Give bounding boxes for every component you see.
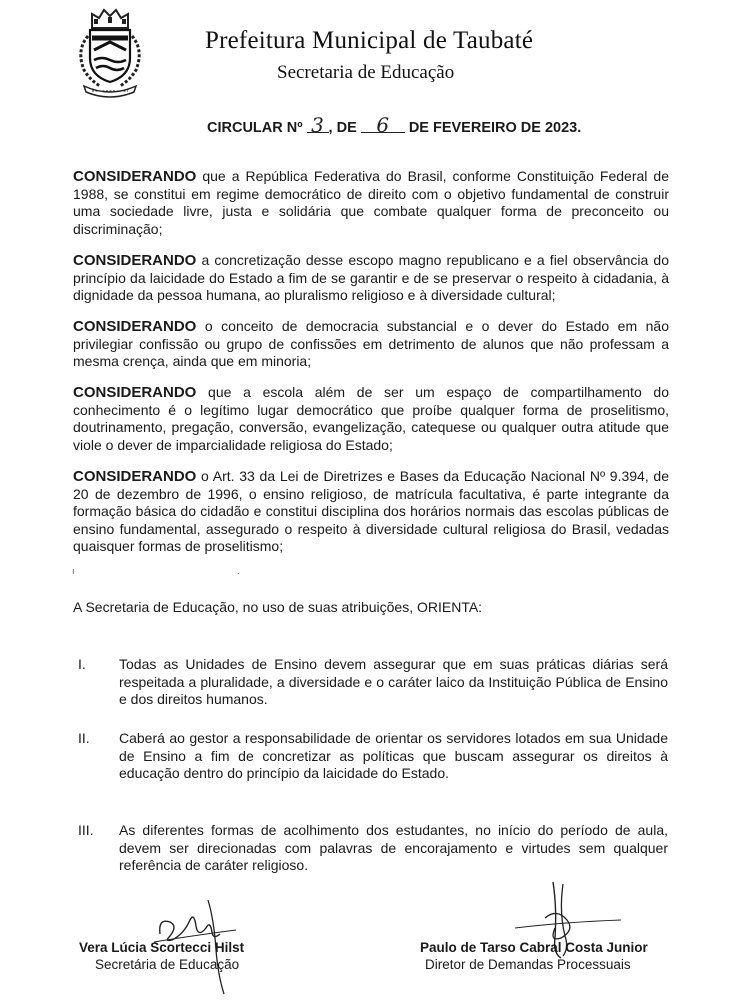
item-text: Caberá ao gestor a responsabilidade de orientar os servidores lotados em sua Unidade de Ensino a fim de concretizar as políticas que buscam assegurar os direitos à educação dentro do princípio da laicidade do Estado. [119, 730, 668, 781]
considerando-paragraph [73, 384, 669, 454]
item-number: II. [78, 730, 90, 746]
circular-number: 3 [307, 118, 329, 133]
considerando-paragraph [73, 252, 669, 305]
orientation-item [78, 656, 668, 709]
item-text: As diferentes formas de acolhimento dos estudantes, no início do período de aula, devem ser direcionadas com palavras de encorajamento e virtudes sem qualquer referência de caráter religioso. [119, 822, 668, 873]
orientation-intro: A Secretaria de Educação, no uso de suas atribuições, ORIENTA: [73, 599, 483, 615]
considerando-lead: CONSIDERANDO [73, 318, 197, 335]
orientation-item [78, 822, 668, 875]
signatory-role: Diretor de Demandas Processuais [425, 957, 631, 972]
considerando-paragraph [73, 168, 669, 238]
coat-of-arms-icon [70, 6, 150, 98]
circular-prefix: CIRCULAR Nº [207, 120, 303, 136]
considerando-text: a concretização desse escopo magno republicano e a fiel observância do princípio da laicidade do Estado a fim de se garantir e de se preservar o respeito à cidadania, à dignidade da pessoa humana, ao pluralismo religioso e à diversidade cultural; [73, 252, 669, 303]
considerando-text: o Art. 33 da Lei de Diretrizes e Bases da Educação Nacional Nº 9.394, de 20 de dezembro de 1996, o ensino religioso, de matrícula facultativa, é parte integrante da formação básica do cidadão e constitui disciplina dos horários normais das escolas públicas de ensino fundamental, assegurado o respeito à diversidade cultural religiosa do Brasil, vedadas quaisquer formas de proselitismo; [73, 468, 669, 554]
orientation-item [78, 730, 668, 783]
considerando-text: o conceito de democracia substancial e o dever do Estado em não privilegiar confissão ou grupo de confissões em detrimento de alunos que não professam a mesma crença, ainda que em minoria; [73, 318, 669, 369]
circular-day: 6 [361, 118, 405, 133]
item-number: III. [78, 822, 94, 838]
org-title: Prefeitura Municipal de Taubaté [205, 27, 534, 54]
signatory-name: Paulo de Tarso Cabral Costa Junior [420, 940, 648, 955]
circular-heading [207, 113, 582, 137]
considerando-text: que a escola além de ser um espaço de compartilhamento do conhecimento é o legítimo lugar democrático que proíbe qualquer forma de proselitismo, doutrinamento, pregação, conversão, evangelização, catequese ou qualquer outra atitude que viole o dever de imparcialidade religiosa do Estado; [73, 384, 669, 453]
item-text: Todas as Unidades de Ensino devem assegurar que em suas práticas diárias será respeitada a pluralidade, a diversidade e o caráter laico da Instituição Pública de Ensino e dos direitos humanos. [119, 656, 668, 707]
scan-speck: ı . [72, 566, 240, 576]
signatory-role: Secretária de Educação [95, 957, 240, 972]
considerando-paragraph [73, 468, 669, 556]
considerando-lead: CONSIDERANDO [73, 384, 197, 401]
considerando-lead: CONSIDERANDO [73, 468, 197, 485]
considerando-paragraph [73, 318, 669, 371]
circular-mid: , DE [328, 120, 357, 136]
signatory-name: Vera Lúcia Scortecci Hilst [79, 940, 245, 955]
considerando-lead: CONSIDERANDO [73, 252, 197, 269]
item-number: I. [78, 656, 86, 672]
circular-suffix: DE FEVEREIRO DE 2023. [408, 120, 582, 136]
considerando-lead: CONSIDERANDO [73, 168, 197, 185]
org-subtitle: Secretaria de Educação [277, 62, 455, 83]
considerando-text: que a República Federativa do Brasil, conforme Constituição Federal de 1988, se constitui em regime democrático de direito com o objetivo fundamental de construir uma sociedade livre, justa e solidária que combate qualquer forma de preconceito ou discriminação; [73, 168, 669, 237]
